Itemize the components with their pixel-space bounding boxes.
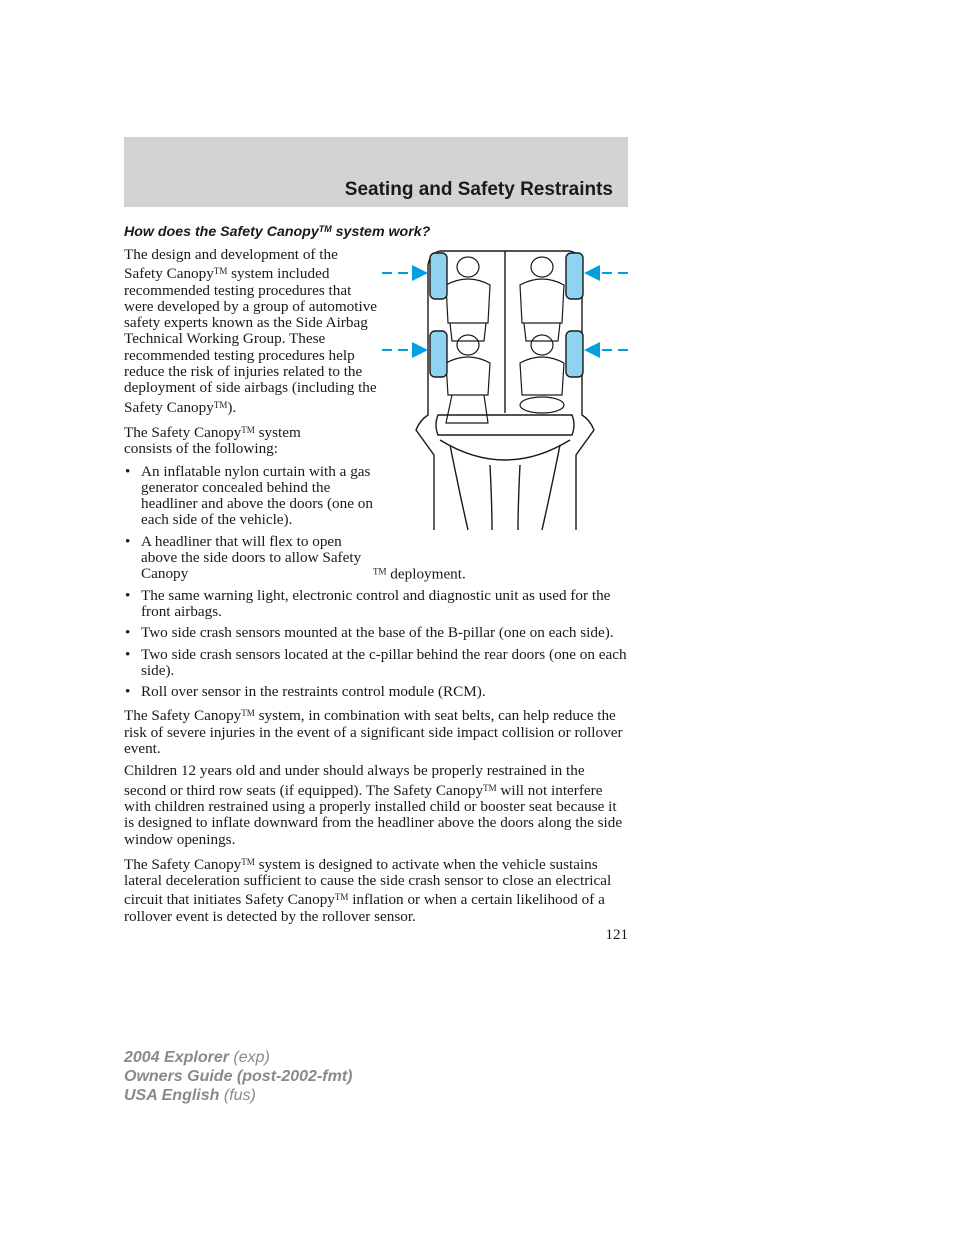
list-item [124,464,379,529]
list-item [124,625,628,641]
footer-doc-info [124,1048,352,1105]
list-item [124,588,628,621]
text: system is designed to activate when the vehicle sustains lateral deceleration sufficient to cause the side crash sensor to close an electrical circuit that initiates Safety Canopy [124,855,612,909]
text: Two side crash sensors located at the c-pillar behind the rear doors (one on each side). [141,645,627,679]
footer-model: 2004 Explorer [124,1049,229,1066]
footer-line [124,1048,352,1067]
text: The Safety Canopy [124,707,242,725]
text: The same warning light, electronic control and diagnostic unit as used for the front airbags. [141,586,611,620]
vehicle-top-view-illustration [380,245,630,535]
question-heading [124,220,628,241]
trademark-symbol: TM [241,856,255,867]
curtain-right-front [566,253,583,299]
trademark-symbol: TM [213,399,228,410]
text: The Safety Canopy [124,423,242,441]
text: will not interfere with children restrained using a properly installed child or booster seat because it is designed to inflate downward from the headliner above the doors along the side window openings. [124,781,623,848]
header-band [124,137,628,207]
footer-language: USA English [124,1087,220,1104]
footer-line [124,1067,352,1086]
page-number: 121 [605,927,628,943]
text: ). [227,398,237,416]
paragraph-consists [124,422,324,458]
text: deployment. [386,565,466,583]
trademark-symbol: TM [373,566,387,577]
text: system included recommended testing procedures that were developed by a group of automotive safety experts known as the Side Airbag Technical Working Group. These recommended testing procedures help reduce the risk of injuries related to the deployment of side airbags (including the Safety Canopy [124,265,378,416]
text: inflation or when a certain likelihood of a rollover event is detected by the rollover sensor. [124,891,605,925]
trademark-symbol: TM [241,424,255,435]
list-item [124,647,628,680]
footer-language-code: (fus) [219,1087,256,1104]
text: The design and development of the Safety Canopy [124,246,338,283]
text: system consists of the following: [124,423,301,458]
paragraph-combination [124,705,628,757]
paragraph-design [124,247,378,416]
trademark-symbol: TM [483,782,497,793]
trademark-symbol: TM [241,708,255,719]
list-item [124,684,628,700]
footer-line [124,1086,352,1105]
curtain-left-rear [430,331,447,377]
text: Two side crash sensors mounted at the base of the B-pillar (one on each side). [141,624,614,642]
list-item [124,534,628,583]
footer-guide: Owners Guide (post-2002-fmt) [124,1068,353,1085]
section-title: Seating and Safety Restraints [344,179,613,200]
footer-model-code: (exp) [228,1049,270,1066]
text: system, in combination with seat belts, can help reduce the risk of severe injuries in the event of a significant side impact collision or rollover event. [124,707,623,758]
question-text: How does the Safety Canopy [124,224,319,240]
curtain-left-front [430,253,447,299]
text: Roll over sensor in the restraints control module (RCM). [141,683,486,701]
question-text-end: system work? [331,224,431,240]
paragraph-children [124,763,628,847]
text: An inflatable nylon curtain with a gas generator concealed behind the headliner and above the doors (one on each side of the vehicle). [141,462,373,529]
text: Children 12 years old and under should always be properly restrained in the second or third row seats (if equipped). The Safety Canopy [124,762,585,799]
safety-canopy-curtains [430,253,583,377]
curtain-right-rear [566,331,583,377]
trademark-symbol: TM [334,892,349,903]
trademark-symbol: TM [213,266,228,277]
text: A headliner that will flex to open above the side doors to allow Safety Canopy [141,532,362,583]
paragraph-activation [124,854,628,925]
text: The Safety Canopy [124,855,242,873]
trademark-symbol: TM [318,224,332,234]
